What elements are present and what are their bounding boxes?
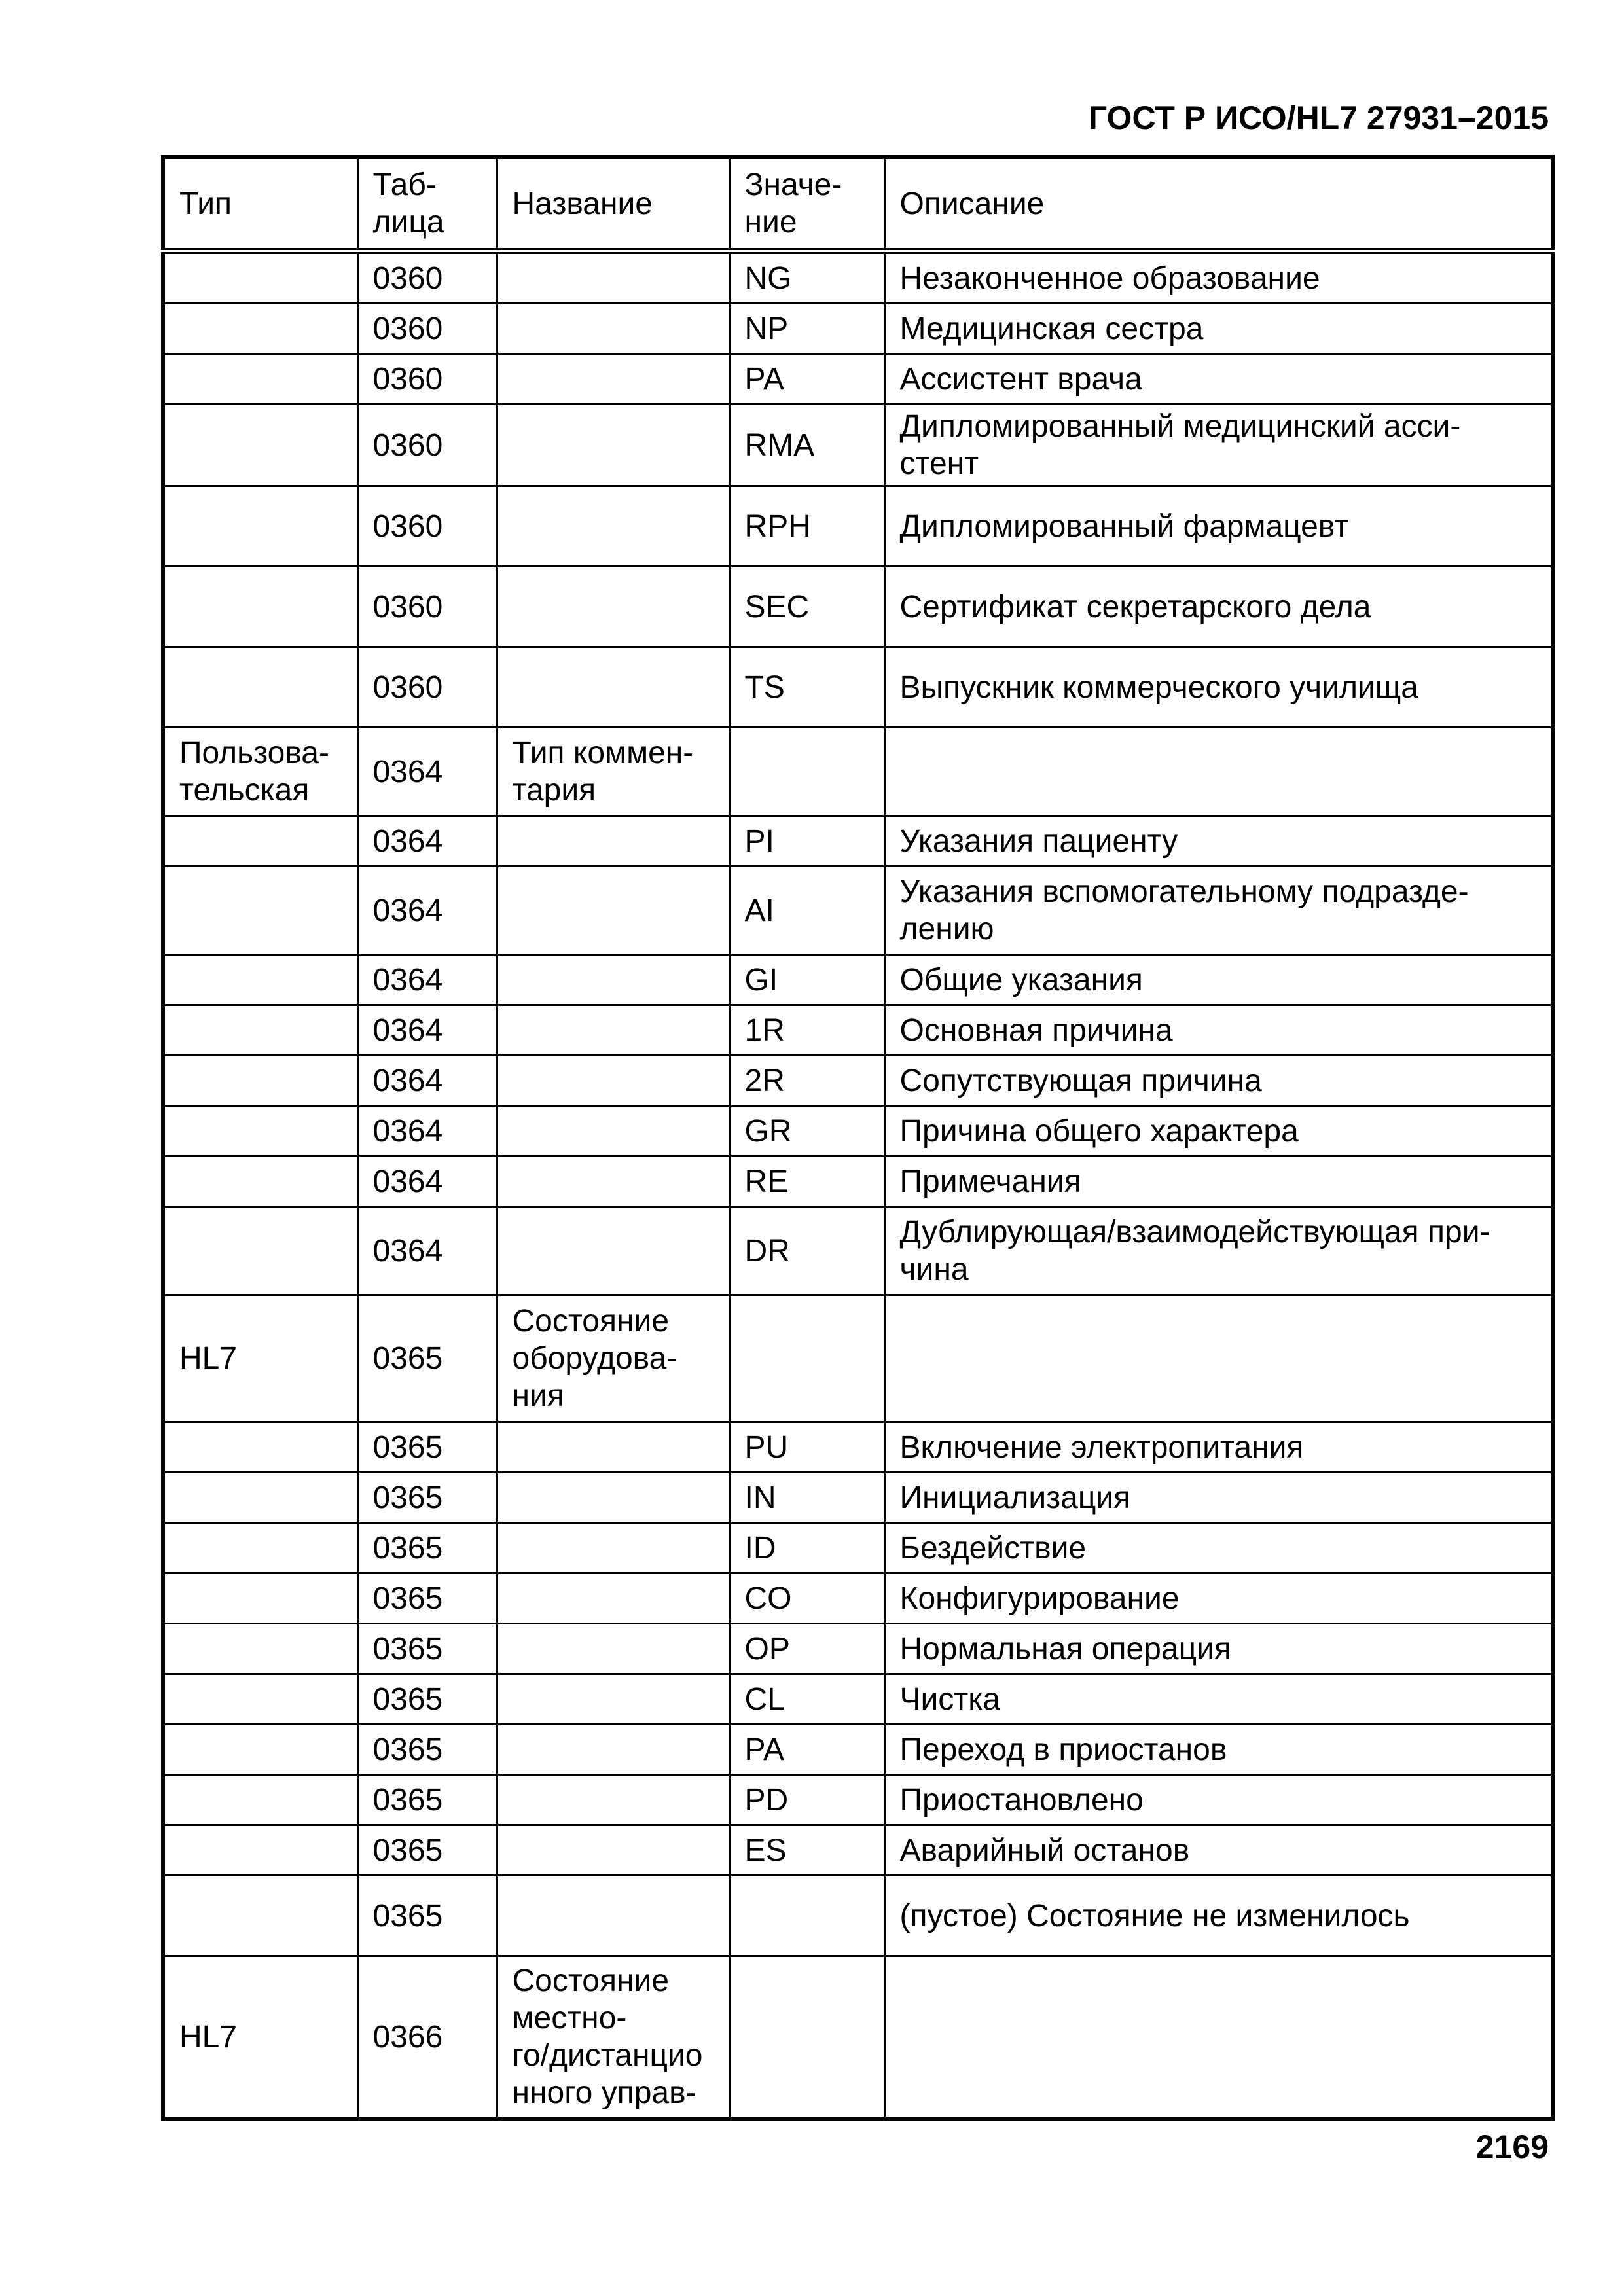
cell-description: Указания вспомогательному подразде- лению xyxy=(884,867,1553,955)
cell-description xyxy=(884,1295,1553,1422)
cell-name xyxy=(497,1573,729,1624)
cell-table: 0365 xyxy=(357,1523,497,1573)
cell-value: SEC xyxy=(729,567,884,647)
cell-name xyxy=(497,304,729,354)
table-row xyxy=(163,304,1553,354)
cell-table: 0364 xyxy=(357,816,497,867)
cell-description: Незаконченное образование xyxy=(884,251,1553,304)
table-row xyxy=(163,1056,1553,1106)
cell-name xyxy=(497,955,729,1005)
cell-name xyxy=(497,1674,729,1725)
table-row xyxy=(163,486,1553,567)
table-row xyxy=(163,354,1553,404)
table-row xyxy=(163,1624,1553,1674)
table-row xyxy=(163,1422,1553,1473)
cell-type xyxy=(163,1825,357,1876)
cell-type: HL7 xyxy=(163,1295,357,1422)
cell-name xyxy=(497,1005,729,1056)
cell-description: Конфигурирование xyxy=(884,1573,1553,1624)
cell-name xyxy=(497,867,729,955)
table-row xyxy=(163,1523,1553,1573)
table-row xyxy=(163,1573,1553,1624)
cell-table: 0364 xyxy=(357,1106,497,1157)
cell-name xyxy=(497,647,729,728)
cell-table: 0360 xyxy=(357,486,497,567)
cell-value: AI xyxy=(729,867,884,955)
cell-type xyxy=(163,486,357,567)
cell-table: 0360 xyxy=(357,304,497,354)
cell-type xyxy=(163,1005,357,1056)
cell-table: 0360 xyxy=(357,567,497,647)
cell-type xyxy=(163,1876,357,1956)
table-row xyxy=(163,728,1553,816)
cell-value: ES xyxy=(729,1825,884,1876)
cell-table: 0365 xyxy=(357,1725,497,1775)
table-row xyxy=(163,1295,1553,1422)
cell-value: CL xyxy=(729,1674,884,1725)
cell-description: Нормальная операция xyxy=(884,1624,1553,1674)
cell-value: GR xyxy=(729,1106,884,1157)
cell-type: Пользова- тельская xyxy=(163,728,357,816)
cell-description xyxy=(884,1956,1553,2119)
cell-type xyxy=(163,1624,357,1674)
table-row xyxy=(163,251,1553,304)
cell-description: Инициализация xyxy=(884,1473,1553,1523)
cell-name xyxy=(497,1725,729,1775)
cell-description: Основная причина xyxy=(884,1005,1553,1056)
cell-value: NP xyxy=(729,304,884,354)
cell-value xyxy=(729,1295,884,1422)
table-row xyxy=(163,1956,1553,2119)
cell-type xyxy=(163,1573,357,1624)
cell-table: 0365 xyxy=(357,1573,497,1624)
cell-description: Включение электропитания xyxy=(884,1422,1553,1473)
cell-table: 0365 xyxy=(357,1775,497,1825)
cell-name xyxy=(497,1056,729,1106)
cell-type xyxy=(163,867,357,955)
cell-value: RPH xyxy=(729,486,884,567)
table-row xyxy=(163,1825,1553,1876)
cell-type xyxy=(163,1674,357,1725)
cell-table: 0366 xyxy=(357,1956,497,2119)
cell-value: TS xyxy=(729,647,884,728)
cell-type xyxy=(163,816,357,867)
cell-name xyxy=(497,486,729,567)
cell-name xyxy=(497,354,729,404)
cell-table: 0360 xyxy=(357,404,497,486)
cell-value: PD xyxy=(729,1775,884,1825)
cell-description: Дипломированный медицинский асси- стент xyxy=(884,404,1553,486)
cell-type xyxy=(163,567,357,647)
cell-name xyxy=(497,1624,729,1674)
table-row xyxy=(163,1674,1553,1725)
cell-name xyxy=(497,1207,729,1295)
cell-type xyxy=(163,955,357,1005)
cell-name xyxy=(497,251,729,304)
cell-table: 0365 xyxy=(357,1295,497,1422)
cell-type xyxy=(163,1056,357,1106)
cell-type xyxy=(163,1422,357,1473)
cell-name: Состояние оборудова- ния xyxy=(497,1295,729,1422)
cell-type xyxy=(163,304,357,354)
cell-table: 0364 xyxy=(357,1157,497,1207)
column-header-type: Тип xyxy=(163,157,357,251)
cell-name xyxy=(497,1422,729,1473)
table-row xyxy=(163,867,1553,955)
cell-type xyxy=(163,647,357,728)
cell-table: 0364 xyxy=(357,1207,497,1295)
cell-description: Чистка xyxy=(884,1674,1553,1725)
table-row xyxy=(163,1473,1553,1523)
cell-table: 0364 xyxy=(357,867,497,955)
cell-table: 0365 xyxy=(357,1624,497,1674)
cell-type xyxy=(163,354,357,404)
cell-table: 0364 xyxy=(357,728,497,816)
cell-table: 0365 xyxy=(357,1825,497,1876)
cell-value: RE xyxy=(729,1157,884,1207)
cell-name: Состояние местно- го/дистанцио нного управ- xyxy=(497,1956,729,2119)
cell-name xyxy=(497,1825,729,1876)
cell-value: GI xyxy=(729,955,884,1005)
cell-value xyxy=(729,1956,884,2119)
table-row xyxy=(163,1725,1553,1775)
cell-description xyxy=(884,728,1553,816)
cell-value xyxy=(729,728,884,816)
cell-description: (пустое) Состояние не изменилось xyxy=(884,1876,1553,1956)
table-row xyxy=(163,816,1553,867)
page-number: 2169 xyxy=(1475,2128,1549,2165)
cell-description: Выпускник коммерческого училища xyxy=(884,647,1553,728)
cell-description: Аварийный останов xyxy=(884,1825,1553,1876)
cell-type xyxy=(163,1523,357,1573)
cell-name xyxy=(497,1106,729,1157)
cell-type xyxy=(163,404,357,486)
cell-type xyxy=(163,1725,357,1775)
table-row xyxy=(163,1157,1553,1207)
cell-type xyxy=(163,1207,357,1295)
cell-table: 0360 xyxy=(357,354,497,404)
cell-name: Тип коммен- тария xyxy=(497,728,729,816)
table-row xyxy=(163,567,1553,647)
cell-description: Переход в приостанов xyxy=(884,1725,1553,1775)
cell-value: PU xyxy=(729,1422,884,1473)
cell-table: 0364 xyxy=(357,955,497,1005)
table-row xyxy=(163,1106,1553,1157)
cell-name xyxy=(497,1523,729,1573)
cell-value: OP xyxy=(729,1624,884,1674)
code-table xyxy=(161,155,1555,2121)
cell-value: IN xyxy=(729,1473,884,1523)
cell-description: Ассистент врача xyxy=(884,354,1553,404)
cell-value xyxy=(729,1876,884,1956)
cell-value: PA xyxy=(729,354,884,404)
cell-value: PI xyxy=(729,816,884,867)
table-row xyxy=(163,1876,1553,1956)
cell-description: Причина общего характера xyxy=(884,1106,1553,1157)
cell-description: Бездействие xyxy=(884,1523,1553,1573)
cell-value: 1R xyxy=(729,1005,884,1056)
table-row xyxy=(163,1775,1553,1825)
table-header-row xyxy=(163,157,1553,251)
column-header-value: Значе- ние xyxy=(729,157,884,251)
cell-table: 0364 xyxy=(357,1005,497,1056)
cell-name xyxy=(497,404,729,486)
cell-value: RMA xyxy=(729,404,884,486)
cell-type xyxy=(163,1775,357,1825)
cell-description: Указания пациенту xyxy=(884,816,1553,867)
cell-value: 2R xyxy=(729,1056,884,1106)
cell-table: 0365 xyxy=(357,1473,497,1523)
cell-description: Медицинская сестра xyxy=(884,304,1553,354)
column-header-description: Описание xyxy=(884,157,1553,251)
table-row xyxy=(163,404,1553,486)
table-row xyxy=(163,647,1553,728)
cell-value: ID xyxy=(729,1523,884,1573)
cell-type xyxy=(163,1106,357,1157)
cell-table: 0365 xyxy=(357,1876,497,1956)
cell-table: 0365 xyxy=(357,1674,497,1725)
document-standard-header: ГОСТ Р ИСО/HL7 27931–2015 xyxy=(1088,99,1549,136)
column-header-table: Таб- лица xyxy=(357,157,497,251)
cell-name xyxy=(497,1473,729,1523)
cell-table: 0364 xyxy=(357,1056,497,1106)
cell-type xyxy=(163,1157,357,1207)
cell-table: 0360 xyxy=(357,251,497,304)
cell-value: PA xyxy=(729,1725,884,1775)
table-row xyxy=(163,1207,1553,1295)
table-row xyxy=(163,1005,1553,1056)
cell-table: 0360 xyxy=(357,647,497,728)
cell-type xyxy=(163,251,357,304)
cell-table: 0365 xyxy=(357,1422,497,1473)
column-header-name: Название xyxy=(497,157,729,251)
cell-name xyxy=(497,1157,729,1207)
cell-description: Приостановлено xyxy=(884,1775,1553,1825)
cell-name xyxy=(497,567,729,647)
cell-description: Общие указания xyxy=(884,955,1553,1005)
cell-type xyxy=(163,1473,357,1523)
cell-description: Примечания xyxy=(884,1157,1553,1207)
cell-type: HL7 xyxy=(163,1956,357,2119)
cell-value: NG xyxy=(729,251,884,304)
cell-description: Сертификат секретарского дела xyxy=(884,567,1553,647)
cell-description: Сопутствующая причина xyxy=(884,1056,1553,1106)
cell-value: DR xyxy=(729,1207,884,1295)
cell-value: CO xyxy=(729,1573,884,1624)
cell-description: Дипломированный фармацевт xyxy=(884,486,1553,567)
cell-description: Дублирующая/взаимодействующая при- чина xyxy=(884,1207,1553,1295)
cell-name xyxy=(497,1775,729,1825)
cell-name xyxy=(497,1876,729,1956)
cell-name xyxy=(497,816,729,867)
table-row xyxy=(163,955,1553,1005)
